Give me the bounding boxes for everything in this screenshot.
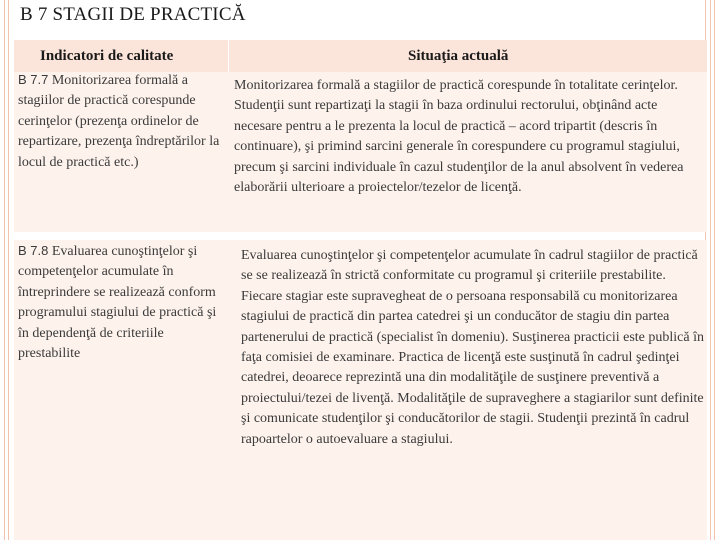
indicator-cell xyxy=(18,241,228,364)
indicator-code: B 7.8 xyxy=(18,243,49,258)
header-indicators: Indicatori de calitate xyxy=(40,48,174,64)
indicator-text: Evaluarea cunoştinţelor şi competenţelor acumulate în întreprindere se realizează conform programului stagiului de practică şi în dependenţă de criteriile prestabilite xyxy=(18,244,217,362)
situation-cell: Monitorizarea formală a stagiilor de practică corespunde în totalitate cerinţelor. Studenţii sunt repartizaţi la stagii în baza ordinului rectorului, obţinând acte necesare pentru a le prezenta la locul de practică – acord tripartit (descris în continuare), şi primind sarcini generale în corespundere cu programul stagiului, precum şi sarcini individuale în cazul studenţilor de la anul absolvent în vederea elaborării ulterioare a proiectelor/tezelor de licenţă. xyxy=(234,78,684,196)
frame-line-right-middle xyxy=(710,0,711,540)
page-title: B 7 STAGII DE PRACTICĂ xyxy=(20,4,246,25)
frame-line-left-inner xyxy=(8,0,9,540)
frame-line-left-outer xyxy=(4,0,5,540)
header-divider xyxy=(228,40,229,72)
situation-cell: Evaluarea cunoştinţelor şi competenţelor acumulate în cadrul stagiilor de practică se se realizează în strictă conformitate cu programul şi criteriile prestabilite. Fiecare stagiar este supravegheat de o persoana responsabilă cu monitorizarea stagiului de practică din partea catedrei şi un conducător de stagiu din partea partenerului de practică (specialist în domeniu). Susţinerea practicii este publică în faţa comisiei de examinare. Practica de licenţă este susţinută în cadrul şedinţei catedrei, deoarece reprezintă una din modalităţile de susţinere preventivă a proiectului/tezei de livenţă. Modalităţile de supraveghere a stagiarilor sunt definite şi comunicate studenţilor şi conducătorilor de stagii. Studenţii prezintă în cadrul rapoartelor o autoevaluare a stagiului. xyxy=(241,248,704,447)
indicator-cell xyxy=(18,70,228,173)
frame-line-right-outer xyxy=(714,0,715,540)
indicator-text: Monitorizarea formală a stagiilor de practică corespunde cerinţelor (prezenţa ordinelor de repartizare, prezenţa îndreptărilor la locul de practică etc.) xyxy=(18,73,220,170)
header-current-situation: Situaţia actuală xyxy=(408,48,509,64)
indicator-code: B 7.7 xyxy=(18,72,49,87)
